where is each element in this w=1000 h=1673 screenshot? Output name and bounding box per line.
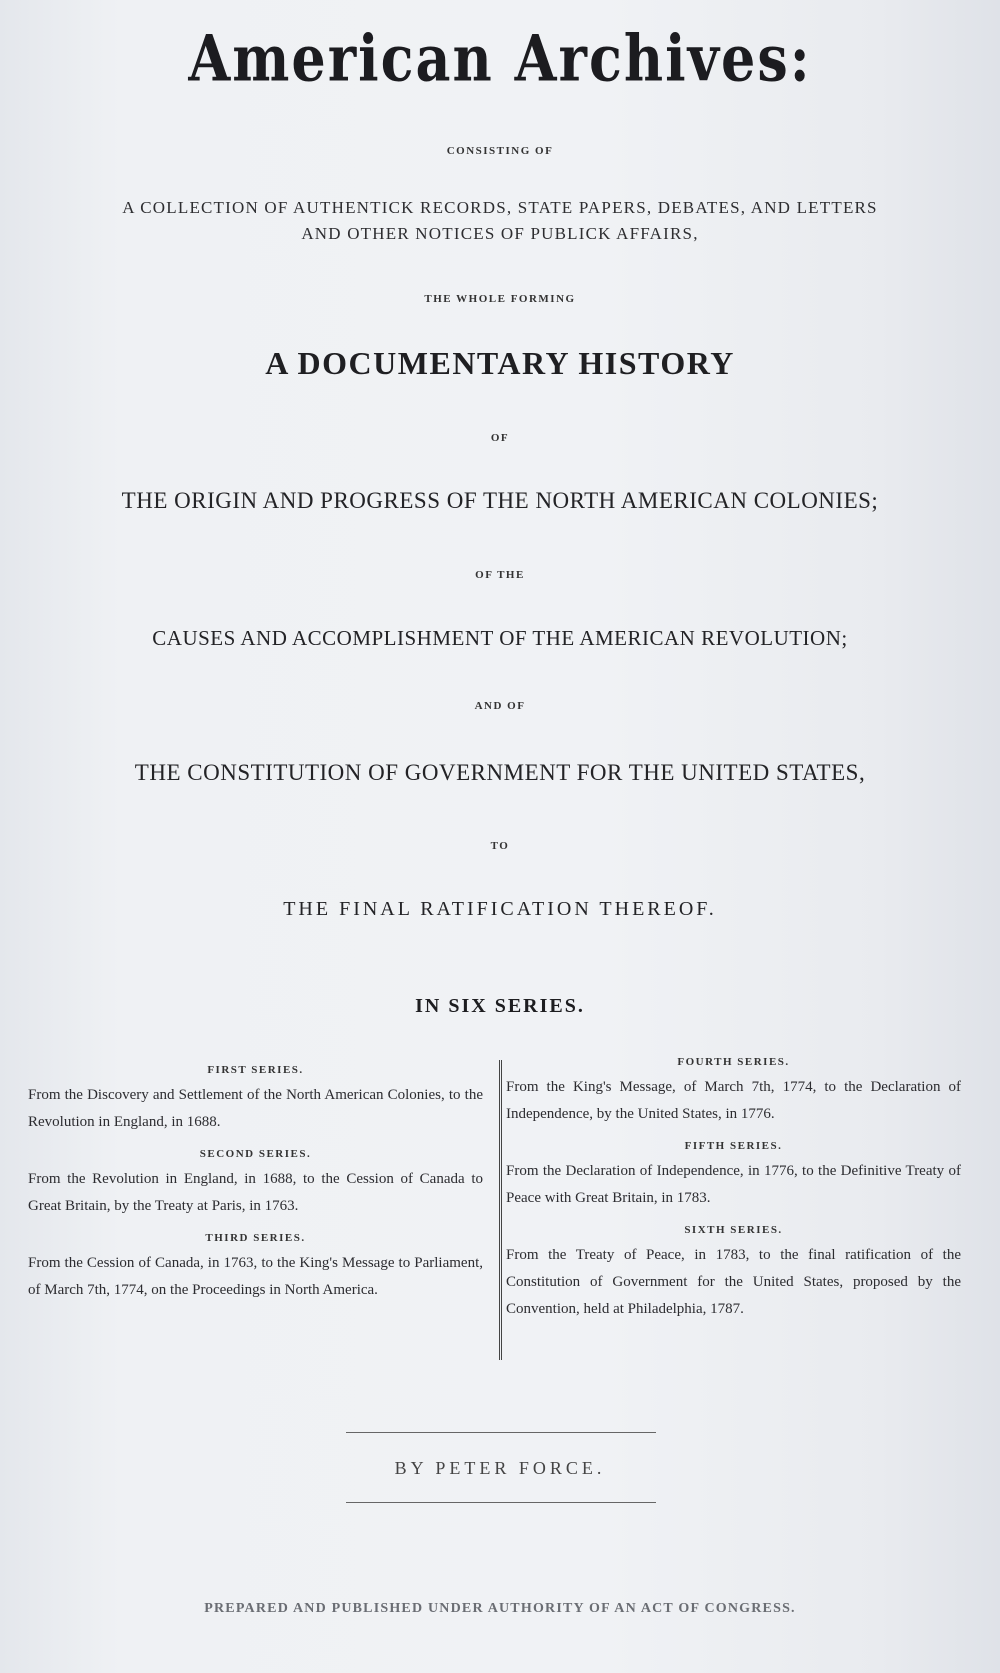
column-divider xyxy=(499,1060,502,1360)
series-column-left xyxy=(28,1052,483,1304)
series-columns xyxy=(28,1052,968,1362)
collection-line-2: AND OTHER NOTICES OF PUBLICK AFFAIRS, xyxy=(301,224,699,243)
collection-line-1: A COLLECTION OF AUTHENTICK RECORDS, STATE PAPERS, DEBATES, AND LETTERS xyxy=(122,198,878,217)
origin-heading: THE ORIGIN AND PROGRESS OF THE NORTH AMERICAN COLONIES; xyxy=(121,488,879,513)
final-ratification-heading: THE FINAL RATIFICATION THEREOF. xyxy=(283,898,717,920)
whole-forming-label: THE WHOLE FORMING xyxy=(424,293,576,305)
series-heading: SIXTH SERIES. xyxy=(684,1224,783,1236)
series-heading: FOURTH SERIES. xyxy=(677,1056,790,1068)
of-the-label: OF THE xyxy=(475,569,525,581)
causes-heading: CAUSES AND ACCOMPLISHMENT OF THE AMERICAN REVOLUTION; xyxy=(152,626,848,650)
series-column-right xyxy=(506,1052,961,1323)
series-text: From the Discovery and Settlement of the North American Colonies, to the Revolution in England, in 1688. xyxy=(28,1087,483,1130)
series-text: From the King's Message, of March 7th, 1774, to the Declaration of Independence, by the United States, in 1776. xyxy=(506,1079,961,1122)
of-label: OF xyxy=(490,432,510,444)
documentary-history-heading: A DOCUMENTARY HISTORY xyxy=(265,345,735,381)
series-heading: THIRD SERIES. xyxy=(205,1232,306,1244)
series-text: From the Revolution in England, in 1688, to the Cession of Canada to Great Britain, by the Treaty at Paris, in 1763. xyxy=(28,1171,483,1214)
byline: BY PETER FORCE. xyxy=(394,1458,606,1478)
constitution-heading: THE CONSTITUTION OF GOVERNMENT FOR THE UNITED STATES, xyxy=(134,760,866,785)
to-label: TO xyxy=(490,840,510,852)
page-title: American Archives: xyxy=(188,20,812,96)
rule-top xyxy=(346,1432,656,1433)
and-of-label: AND OF xyxy=(474,700,526,712)
rule-bottom xyxy=(346,1502,656,1503)
series-heading: FIRST SERIES. xyxy=(207,1064,304,1076)
series-text: From the Declaration of Independence, in 1776, to the Definitive Treaty of Peace with Great Britain, in 1783. xyxy=(506,1163,961,1206)
six-series-heading: IN SIX SERIES. xyxy=(415,995,585,1017)
publisher-note: PREPARED AND PUBLISHED UNDER AUTHORITY OF AN ACT OF CONGRESS. xyxy=(204,1601,796,1616)
series-heading: SECOND SERIES. xyxy=(199,1148,312,1160)
series-heading: FIFTH SERIES. xyxy=(684,1140,783,1152)
series-text: From the Treaty of Peace, in 1783, to the final ratification of the Constitution of Government for the United States, proposed by the Convention, held at Philadelphia, 1787. xyxy=(506,1247,961,1317)
series-text: From the Cession of Canada, in 1763, to the King's Message to Parliament, of March 7th, 1774, on the Proceedings in North America. xyxy=(28,1255,483,1298)
consisting-of-label: CONSISTING OF xyxy=(446,145,554,157)
